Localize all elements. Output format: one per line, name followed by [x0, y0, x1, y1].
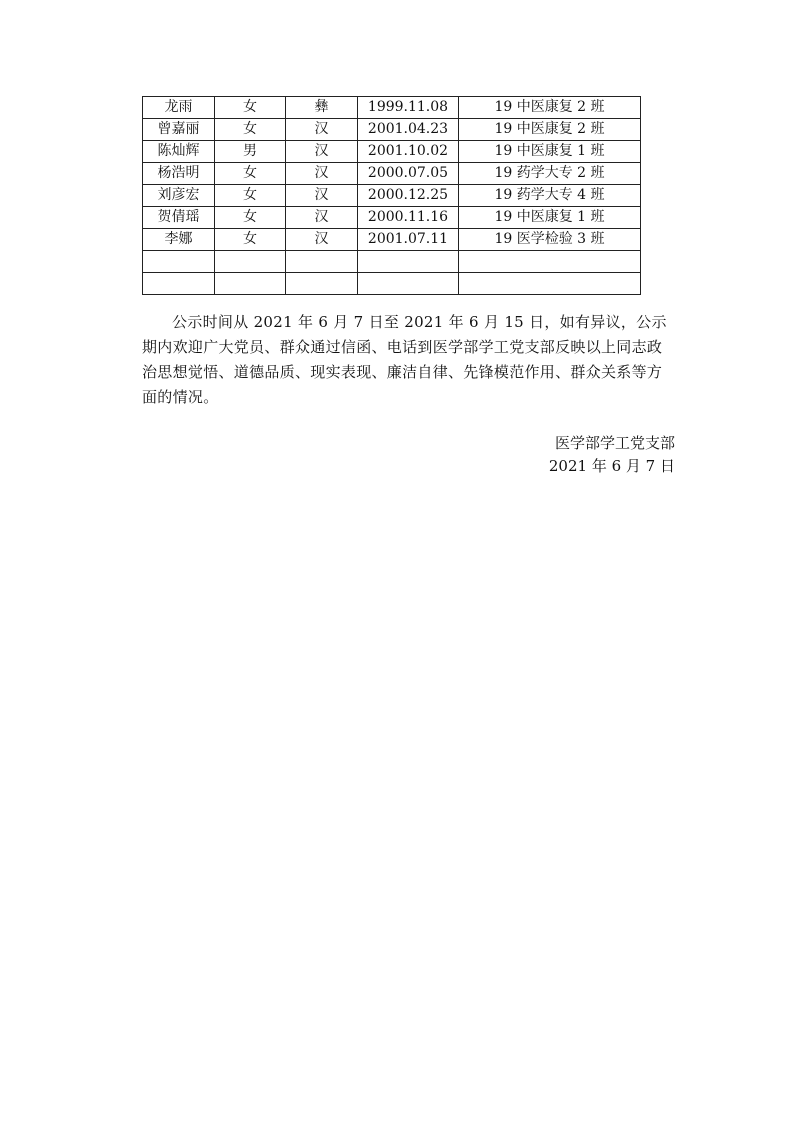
cell-ethnicity [286, 273, 358, 295]
cell-birth-date [358, 251, 459, 273]
cell-gender: 女 [215, 229, 286, 251]
cell-ethnicity: 汉 [286, 185, 358, 207]
cell-ethnicity: 汉 [286, 141, 358, 163]
cell-birth-date: 2000.07.05 [358, 163, 459, 185]
cell-gender: 女 [215, 185, 286, 207]
cell-class: 19 药学大专 4 班 [459, 185, 641, 207]
cell-name: 刘彦宏 [143, 185, 215, 207]
table-row [143, 163, 641, 185]
cell-class: 19 中医康复 1 班 [459, 207, 641, 229]
cell-gender: 女 [215, 207, 286, 229]
cell-birth-date: 2001.10.02 [358, 141, 459, 163]
candidate-table [142, 96, 641, 295]
cell-birth-date: 2001.07.11 [358, 229, 459, 251]
table-row [143, 141, 641, 163]
signature-organization: 医学部学工党支部 [554, 434, 675, 452]
cell-gender [215, 251, 286, 273]
cell-gender: 女 [215, 163, 286, 185]
table-row [143, 251, 641, 273]
cell-ethnicity: 汉 [286, 119, 358, 141]
cell-gender [215, 273, 286, 295]
cell-class: 19 药学大专 2 班 [459, 163, 641, 185]
cell-gender: 女 [215, 97, 286, 119]
cell-birth-date: 2001.04.23 [358, 119, 459, 141]
cell-name: 陈灿辉 [143, 141, 215, 163]
cell-class [459, 273, 641, 295]
cell-ethnicity: 汉 [286, 207, 358, 229]
cell-birth-date: 1999.11.08 [358, 97, 459, 119]
cell-class [459, 251, 641, 273]
cell-ethnicity: 汉 [286, 229, 358, 251]
cell-name: 贺倩瑶 [143, 207, 215, 229]
table-row [143, 185, 641, 207]
table-row [143, 229, 641, 251]
cell-birth-date: 2000.11.16 [358, 207, 459, 229]
cell-class: 19 中医康复 1 班 [459, 141, 641, 163]
cell-ethnicity: 彝 [286, 97, 358, 119]
table-row [143, 97, 641, 119]
cell-ethnicity [286, 251, 358, 273]
cell-name [143, 251, 215, 273]
table-row [143, 119, 641, 141]
cell-ethnicity: 汉 [286, 163, 358, 185]
cell-class: 19 医学检验 3 班 [459, 229, 641, 251]
cell-birth-date [358, 273, 459, 295]
cell-gender: 女 [215, 119, 286, 141]
signature-block [549, 432, 675, 478]
cell-name [143, 273, 215, 295]
cell-class: 19 中医康复 2 班 [459, 119, 641, 141]
cell-name: 曾嘉丽 [143, 119, 215, 141]
cell-birth-date: 2000.12.25 [358, 185, 459, 207]
publicity-notice: 公示时间从 2021 年 6 月 7 日至 2021 年 6 月 15 日，如有异议，公示期内欢迎广大党员、群众通过信函、电话到医学部学工党支部反映以上同志政治思想觉悟、道德品质、现实表现、廉洁自律、先锋模范作用、群众关系等方面的情况。 [142, 313, 667, 406]
cell-name: 杨浩明 [143, 163, 215, 185]
cell-name: 李娜 [143, 229, 215, 251]
cell-class: 19 中医康复 2 班 [459, 97, 641, 119]
table-row [143, 207, 641, 229]
cell-name: 龙雨 [143, 97, 215, 119]
table-row [143, 273, 641, 295]
signature-date: 2021 年 6 月 7 日 [548, 457, 675, 475]
candidate-table-body [143, 97, 641, 295]
cell-gender: 男 [215, 141, 286, 163]
